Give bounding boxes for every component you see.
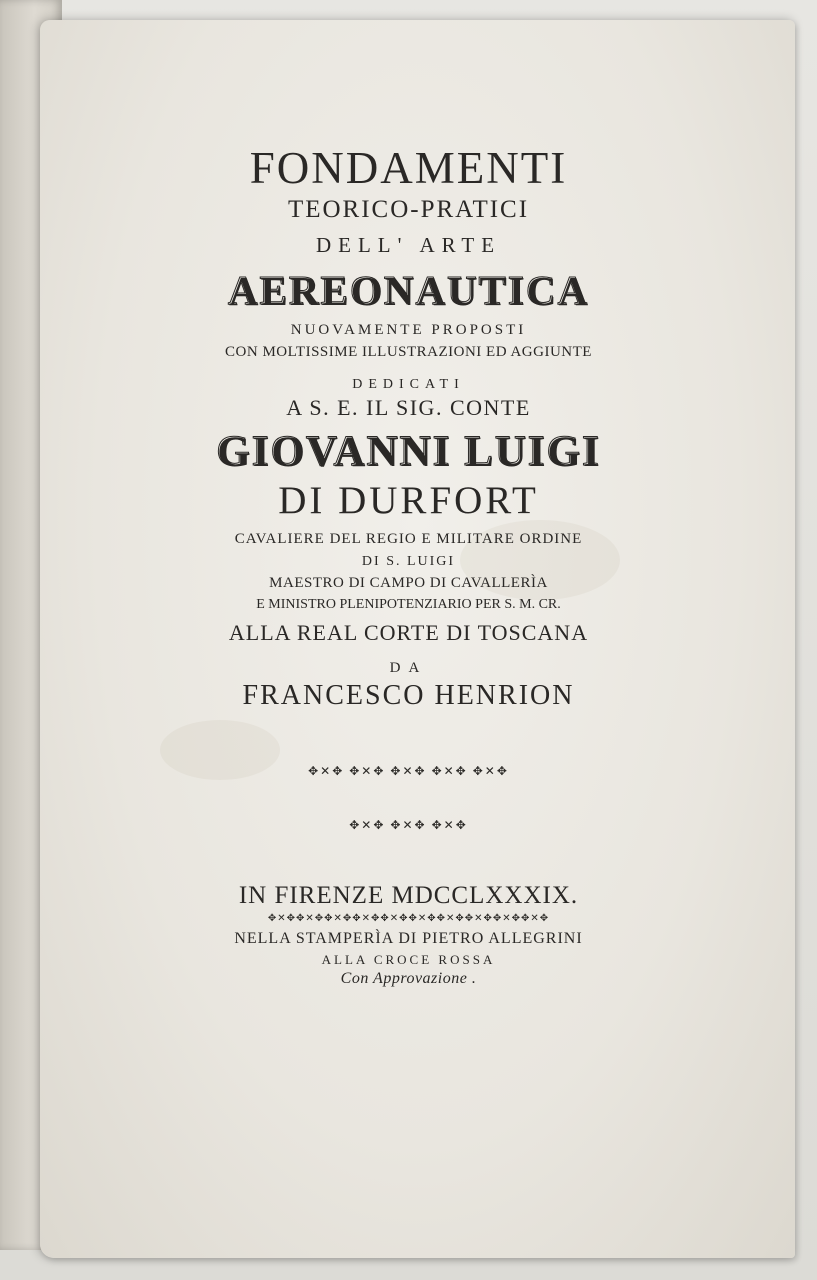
- ornament-rule: ✥✕✥✥✕✥✥✕✥✥✕✥✥✕✥✥✕✥✥✕✥✥✕✥✥✕✥✥✕✥: [267, 913, 550, 924]
- subtitle-line: CON MOLTISSIME ILLUSTRAZIONI ED AGGIUNTE: [225, 344, 592, 360]
- ornament-rule: ✥✕✥ ✥✕✥ ✥✕✥: [349, 818, 468, 832]
- title-main: FONDAMENTI: [249, 143, 568, 193]
- dedicatee-title: E MINISTRO PLENIPOTENZIARIO PER S. M. CR.: [256, 597, 561, 612]
- subtitle-line: NUOVAMENTE PROPOSTI: [290, 322, 527, 338]
- dedicatee-title: MAESTRO DI CAMPO DI CAVALLERÌA: [269, 575, 548, 591]
- title-subject: AEREONAUTICA: [227, 267, 590, 313]
- dedication-label: DEDICATI: [352, 377, 465, 392]
- dedicatee-surname: DI DURFORT: [278, 479, 539, 522]
- author-name: FRANCESCO HENRION: [242, 680, 575, 711]
- imprint-place-date: IN FIRENZE MDCCLXXXIX.: [238, 882, 579, 909]
- imprint-printer: NELLA STAMPERÌA DI PIETRO ALLEGRINI: [234, 930, 583, 947]
- dedication-line: A S. E. IL SIG. CONTE: [286, 395, 531, 420]
- title-subtitle: TEORICO-PRATICI: [287, 196, 530, 223]
- dedicatee-title: CAVALIERE DEL REGIO E MILITARE ORDINE: [234, 531, 583, 547]
- dedicatee-title: ALLA REAL CORTE DI TOSCANA: [228, 620, 589, 645]
- ornament-rule: ✥✕✥ ✥✕✥ ✥✕✥ ✥✕✥ ✥✕✥: [308, 764, 509, 778]
- title-subtitle-2: DELL' ARTE: [315, 233, 502, 257]
- dedicatee-title: DI S. LUIGI: [361, 554, 456, 569]
- dedicatee-name: GIOVANNI LUIGI: [216, 428, 601, 475]
- author-label: DA: [389, 660, 428, 676]
- imprint-approval: Con Approvazione .: [340, 970, 477, 987]
- imprint-address: ALLA CROCE ROSSA: [321, 952, 496, 967]
